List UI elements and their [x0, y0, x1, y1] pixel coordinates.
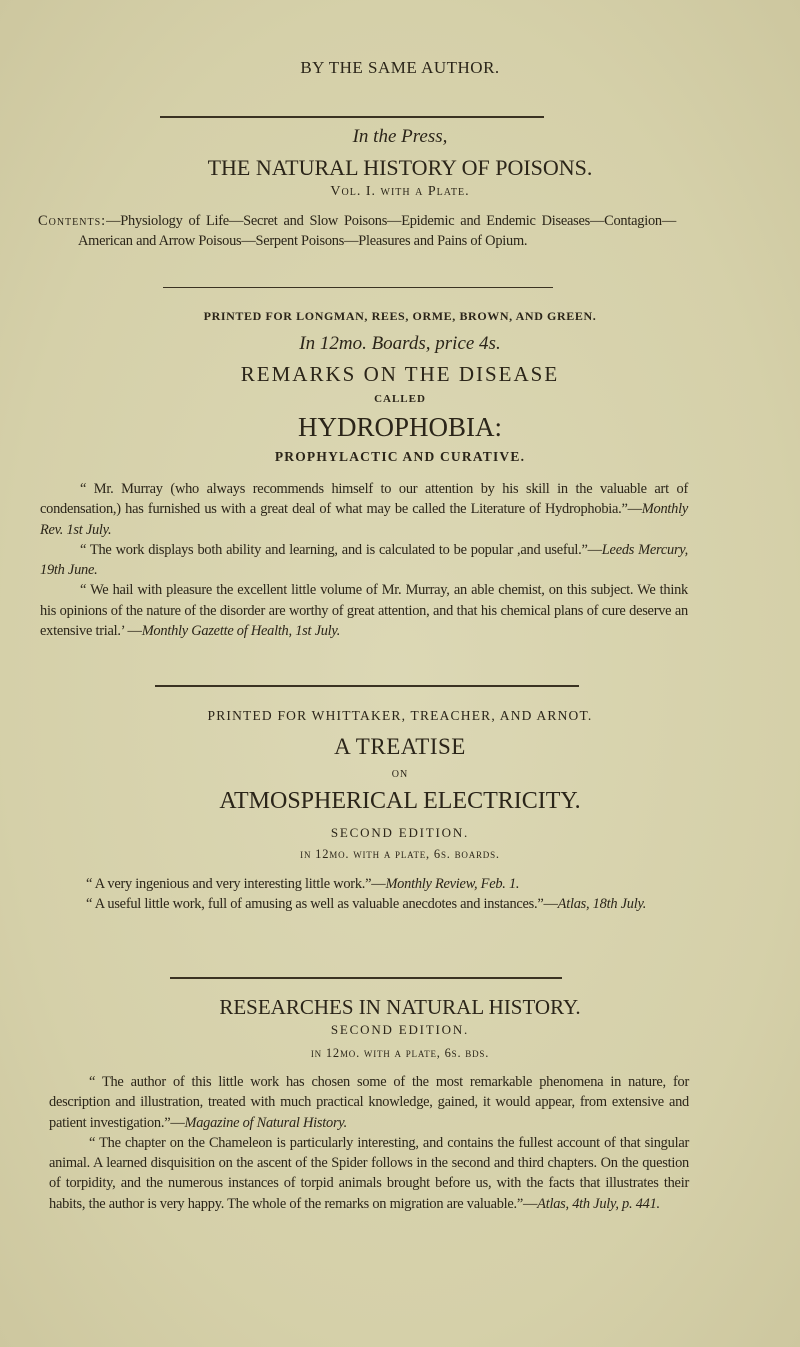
book2-format: In 12mo. Boards, price 4s. — [299, 333, 501, 354]
book1-status: In the Press, — [352, 126, 448, 147]
book2-publisher: PRINTED FOR LONGMAN, REES, ORME, BROWN, AND GREEN. — [203, 309, 597, 323]
review-citation: Monthly Rev. 1st July. — [40, 501, 688, 538]
review: “ We hail with pleasure the excellent little volume of Mr. Murray, an able chemist, on this subject. We think his opinions of the nature of the disorder are worthy of great attention, and that his chemical plans of cure deserve an extensive trial.’ —Monthly Gazette of Health, 1st July. — [40, 582, 688, 640]
book2-subtitle: PROPHYLACTIC AND CURATIVE. — [274, 449, 526, 464]
book3-reviews — [46, 874, 688, 915]
contents-text: —Physiology of Life—Secret and Slow Poisons—Epidemic and Endemic Diseases—Contagion—American and Arrow Poisous—Serpent Poisons—Pleasures and Pains of Opium. — [78, 213, 676, 250]
book3-title-line3: ATMOSPHERICAL ELECTRICITY. — [219, 788, 581, 814]
review: “ Mr. Murray (who always recommends himself to our attention by his skill in the valuable art of condensation,) has furnished us with a great deal of what may be called the Literature of Hydrophobia.”—Monthly Rev. 1st July. — [40, 481, 688, 538]
divider — [155, 685, 579, 687]
book2-reviews — [40, 479, 688, 641]
divider — [160, 116, 544, 118]
review: “ The author of this little work has chosen some of the most remarkable phenomena in nature, for description and illustration, treated with much practical knowledge, gained, it would appear, from extensive and patient investigation.”—Magazine of Natural History. — [49, 1074, 689, 1131]
book1-title: THE NATURAL HISTORY OF POISONS. — [207, 155, 593, 180]
book4-reviews — [49, 1072, 689, 1214]
book1-contents — [38, 211, 676, 252]
review-citation: Magazine of Natural History. — [184, 1114, 347, 1131]
review-citation: Monthly Gazette of Health, 1st July. — [141, 623, 341, 640]
book4-format: in 12mo. with a plate, 6s. bds. — [310, 1046, 490, 1060]
review: “ A very ingenious and very interesting little work.”—Monthly Review, Feb. 1. — [86, 876, 520, 892]
book3-edition: SECOND EDITION. — [330, 825, 470, 840]
divider — [170, 977, 562, 979]
book1-volume: Vol. I. with a Plate. — [330, 184, 470, 199]
book3-publisher: PRINTED FOR WHITTAKER, TREACHER, AND ARNOT. — [207, 708, 593, 723]
review-citation: Monthly Review, Feb. 1. — [385, 876, 520, 892]
book3-title-line2: ON — [391, 769, 409, 780]
review: “ The chapter on the Chameleon is particularly interesting, and contains the fullest account of that singular animal. A learned disquisition on the ascent of the Spider follows in the second and third chapters. On the question of torpidity, and the numerous instances of torpid animals brought before us, with the facts that illustrates their habits, the author is very happy. The whole of the remarks on migration are valuable.”—Atlas, 4th July, p. 441. — [49, 1134, 689, 1212]
divider — [163, 287, 553, 288]
book2-title-line3: HYDROPHOBIA: — [297, 412, 503, 442]
book2-title-line1: REMARKS ON THE DISEASE — [240, 362, 560, 386]
book4-title: RESEARCHES IN NATURAL HISTORY. — [219, 995, 581, 1019]
book3-format: in 12mo. with a plate, 6s. boards. — [300, 847, 500, 861]
book3-title-line1: A TREATISE — [334, 734, 466, 759]
book4-edition: SECOND EDITION. — [330, 1022, 470, 1037]
review-citation: Atlas, 18th July. — [557, 896, 647, 913]
page-header: BY THE SAME AUTHOR. — [300, 58, 500, 77]
review: “ The work displays both ability and learning, and is calculated to be popular ,and useful.”—Leeds Mercury, 19th June. — [40, 541, 688, 579]
contents-label: Contents: — [38, 213, 107, 229]
review: “ A useful little work, full of amusing as well as valuable anecdotes and instances.”—Atlas, 18th July. — [86, 896, 647, 913]
book2-title-line2: CALLED — [374, 393, 426, 405]
review-citation: Atlas, 4th July, p. 441. — [537, 1195, 660, 1212]
review-citation: Leeds Mercury, 19th June. — [40, 541, 688, 579]
